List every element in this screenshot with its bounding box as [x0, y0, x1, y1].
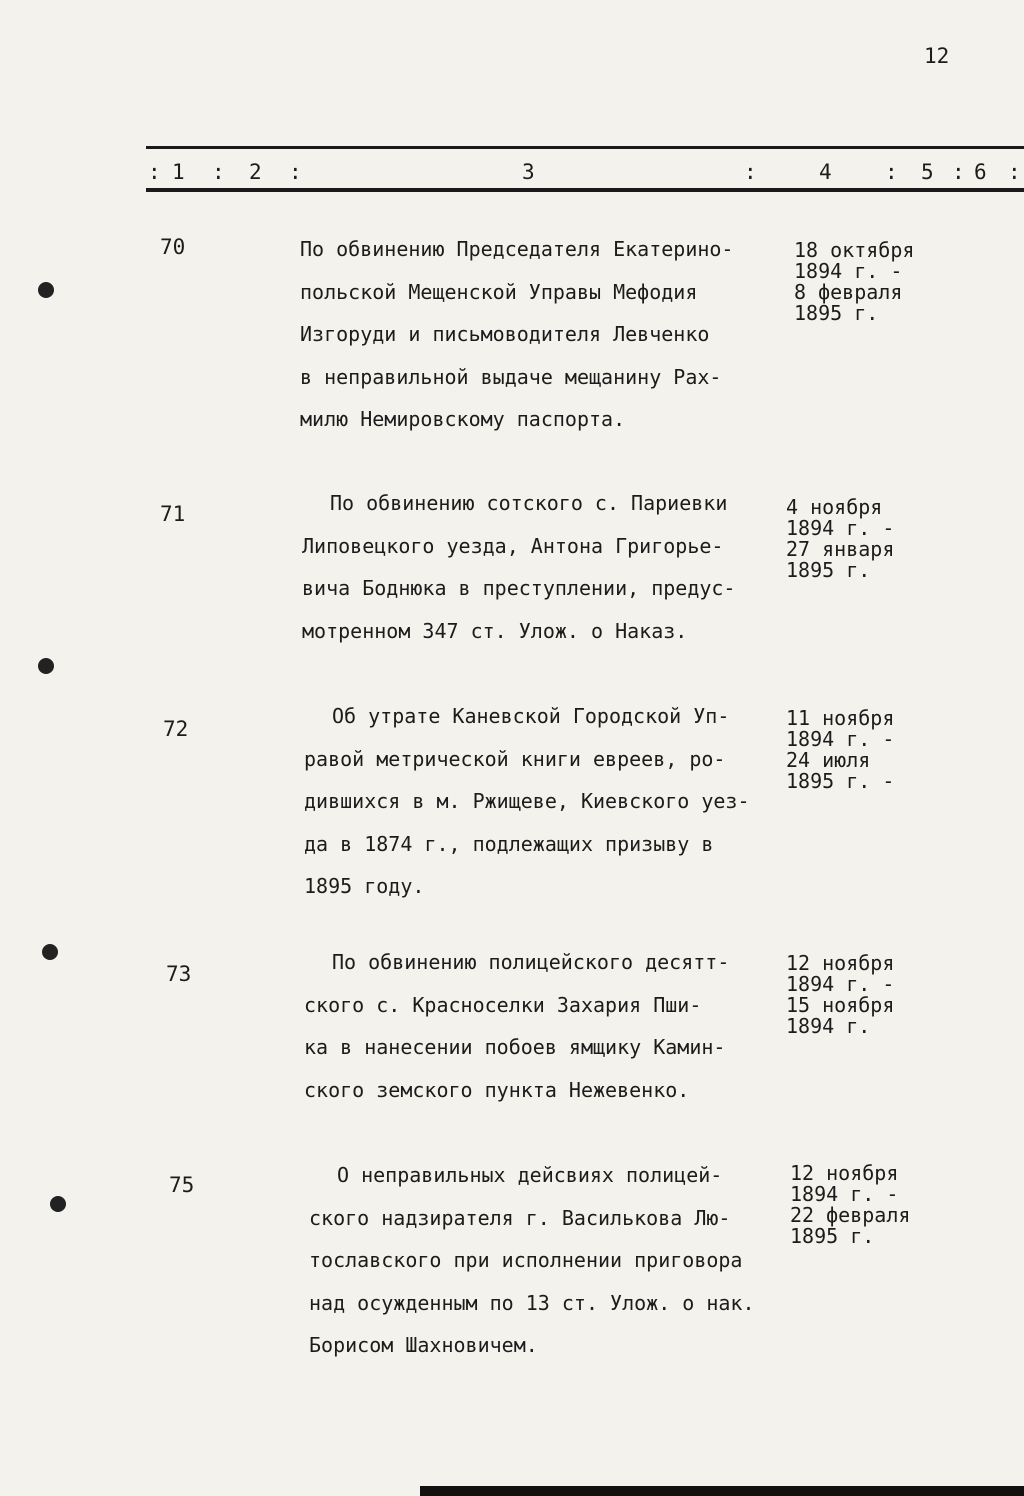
date-line: 1895 г. -	[786, 769, 895, 793]
title-line: Изгоруди и письмоводителя Левченко	[300, 322, 710, 346]
title-line: 1895 году.	[304, 874, 425, 898]
date-line: 22 февраля	[790, 1203, 911, 1227]
title-line: дившихся в м. Ржищеве, Киевского уез-	[304, 789, 750, 813]
date-line: 1895 г.	[794, 301, 879, 325]
record-number: 72	[163, 717, 189, 741]
record-dates	[786, 497, 966, 581]
header-rule-top	[146, 146, 1024, 149]
punch-hole	[38, 658, 54, 674]
column-separator: :	[148, 160, 161, 184]
date-line: 1894 г. -	[790, 1182, 899, 1206]
title-line: По обвинению сотского с. Париевки	[330, 491, 728, 515]
date-line: 12 ноября	[786, 951, 895, 975]
title-line: тославского при исполнении приговора	[309, 1248, 743, 1272]
page-bottom-edge	[420, 1486, 1024, 1496]
title-line: вича Боднюка в преступлении, предус-	[302, 576, 736, 600]
column-separator: :	[952, 160, 965, 184]
record-number: 75	[169, 1173, 195, 1197]
title-line: польской Мещенской Управы Мефодия	[300, 279, 698, 304]
header-rule-bottom	[146, 188, 1024, 192]
date-line: 15 ноября	[786, 993, 895, 1017]
record-number: 70	[160, 235, 186, 259]
record-number: 73	[166, 962, 192, 986]
date-line: 8 февраля	[794, 280, 903, 304]
punch-hole	[38, 282, 54, 298]
date-line: 11 ноября	[786, 706, 895, 730]
date-line: 1894 г. -	[786, 972, 895, 996]
record-dates	[786, 953, 966, 1037]
title-line: милю Немировскому паспорта.	[300, 407, 626, 431]
record-title	[302, 482, 782, 652]
title-line: Об утрате Каневской Городской Уп-	[332, 704, 730, 728]
record-dates	[786, 240, 966, 324]
record-dates	[786, 708, 966, 792]
date-line: 12 ноября	[790, 1161, 899, 1185]
title-line: Липовецкого уезда, Антона Григорье-	[302, 533, 724, 558]
record-number: 71	[160, 502, 186, 526]
title-line: Борисом Шахновичем.	[309, 1333, 538, 1357]
title-line: ского земского пункта Нежевенко.	[304, 1077, 690, 1102]
title-line: ского надзирателя г. Василькова Лю-	[309, 1205, 731, 1230]
column-header-1: 1	[172, 160, 185, 184]
column-separator: :	[744, 160, 757, 184]
record-title	[300, 228, 780, 441]
date-line: 18 октября	[794, 238, 915, 262]
record-title	[304, 695, 784, 908]
date-line: 4 ноября	[786, 495, 883, 519]
column-header-6: 6	[974, 160, 987, 184]
title-line: над осужденным по 13 ст. Улож. о нак.	[309, 1290, 755, 1315]
title-line: равой метрической книги евреев, ро-	[304, 746, 726, 771]
column-header-5: 5	[921, 160, 934, 184]
column-header-4: 4	[819, 160, 832, 184]
punch-hole	[50, 1196, 66, 1212]
title-line: мотренном 347 ст. Улож. о Наказ.	[302, 618, 688, 643]
column-header-2: 2	[249, 160, 262, 184]
date-line: 1894 г. -	[794, 259, 903, 283]
column-separator: :	[1008, 160, 1021, 184]
record-title	[309, 1154, 789, 1367]
title-line: в неправильной выдаче мещанину Рах-	[300, 364, 722, 389]
punch-hole	[42, 944, 58, 960]
title-line: ского с. Красноселки Захария Пши-	[304, 992, 702, 1017]
title-line: О неправильных дейсвиях полицей-	[337, 1163, 723, 1187]
title-line: ка в нанесении побоев ямщику Камин-	[304, 1035, 726, 1059]
date-line: 1894 г.	[786, 1014, 871, 1038]
page-number: 12	[924, 44, 950, 68]
title-line: да в 1874 г., подлежащих призыву в	[304, 831, 714, 856]
record-dates	[790, 1163, 970, 1247]
title-line: По обвинению Председателя Екатерино-	[300, 237, 734, 261]
title-line: По обвинению полицейского десятт-	[332, 950, 730, 974]
date-line: 1895 г.	[790, 1224, 875, 1248]
date-line: 24 июля	[786, 748, 871, 772]
column-separator: :	[212, 160, 225, 184]
column-separator: :	[885, 160, 898, 184]
column-header-3: 3	[522, 160, 535, 184]
column-separator: :	[289, 160, 302, 184]
date-line: 27 января	[786, 537, 895, 561]
date-line: 1895 г.	[786, 558, 871, 582]
record-title	[304, 941, 784, 1111]
date-line: 1894 г. -	[786, 516, 895, 540]
date-line: 1894 г. -	[786, 727, 895, 751]
